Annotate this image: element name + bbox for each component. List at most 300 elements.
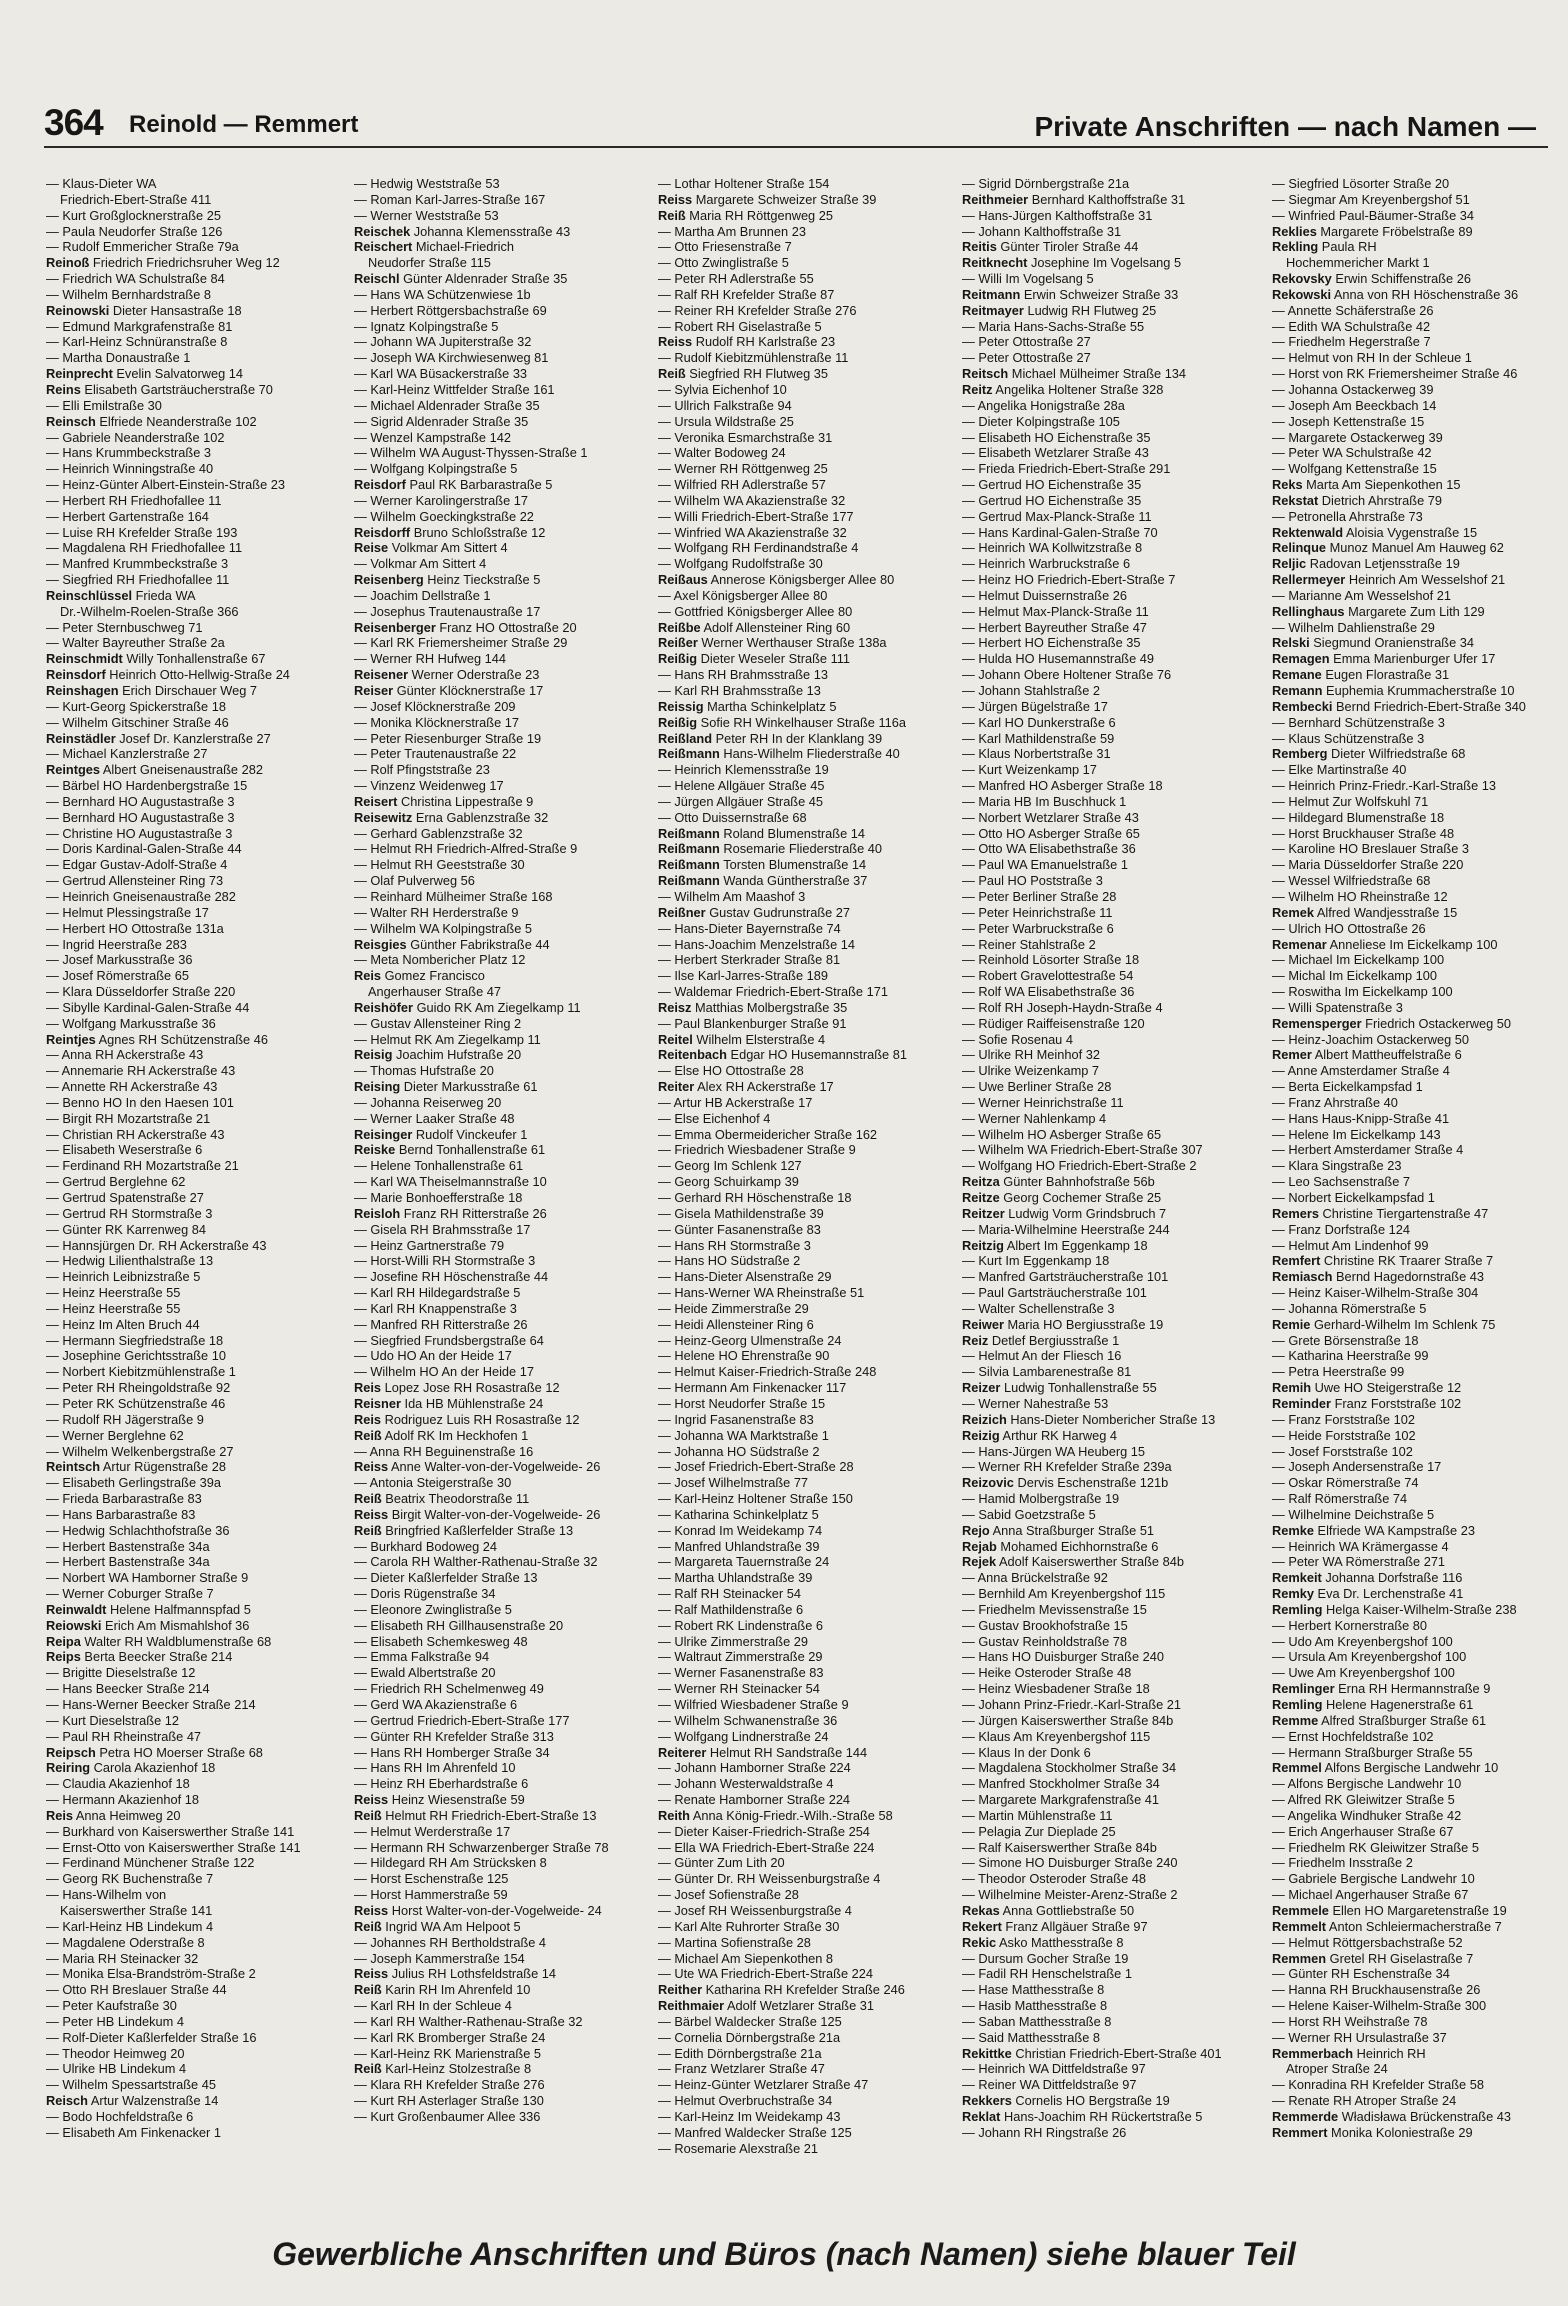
- directory-entry: — Anna RH Ackerstraße 43: [46, 1047, 204, 1063]
- directory-entry: — Roswitha Im Eickelkamp 100: [1272, 984, 1453, 1000]
- directory-entry: — Alfred RK Gleiwitzer Straße 5: [1272, 1792, 1455, 1808]
- directory-entry: — Ella WA Friedrich-Ebert-Straße 224: [658, 1839, 875, 1855]
- directory-entry: — Hans-Werner WA Rheinstraße 51: [658, 1285, 865, 1301]
- directory-entry: Remky Eva Dr. Lerchenstraße 41: [1272, 1586, 1464, 1602]
- directory-entry: — Hildegard Blumenstraße 18: [1272, 809, 1445, 825]
- directory-entry: — Josef Sofienstraße 28: [658, 1887, 799, 1903]
- directory-entry: — Gabriele Bergische Landwehr 10: [1272, 1871, 1475, 1887]
- directory-entry: — Peter RH Adlerstraße 55: [658, 271, 814, 287]
- directory-entry: — Michael Aldenrader Straße 35: [354, 397, 540, 413]
- directory-entry: — Paula Neudorfer Straße 126: [46, 223, 223, 239]
- directory-entry: Reiß Karin RH Im Ahrenfeld 10: [354, 1982, 531, 1998]
- directory-entry: — Hans Kardinal-Galen-Straße 70: [962, 524, 1158, 540]
- directory-entry: — Horst-Willi RH Stormstraße 3: [354, 1253, 536, 1269]
- directory-entry: — Ralf Kaiserswerther Straße 84b: [962, 1839, 1157, 1855]
- directory-entry: Reiss Margarete Schweizer Straße 39: [658, 191, 877, 207]
- directory-entry: — Wilfried Wiesbadener Straße 9: [658, 1697, 849, 1712]
- directory-entry: — Eleonore Zwinglistraße 5: [354, 1601, 512, 1617]
- directory-entry: — Klaus Am Kreyenbergshof 115: [962, 1728, 1151, 1744]
- directory-entry: — Hans-Jürgen WA Heuberg 15: [962, 1443, 1146, 1459]
- directory-entry: — Marianne Am Wesselshof 21: [1272, 587, 1451, 603]
- directory-entry: — Josef Forststraße 102: [1272, 1443, 1413, 1459]
- directory-entry: — Ilse Karl-Jarres-Straße 189: [658, 968, 828, 984]
- directory-entry: — Günter Fasanenstraße 83: [658, 1221, 821, 1237]
- directory-entry: — Volkmar Am Sittert 4: [354, 556, 487, 572]
- directory-entry: — Hans RH Homberger Straße 34: [354, 1744, 550, 1760]
- directory-entry: — Kurt Dieselstraße 12: [46, 1712, 179, 1728]
- directory-entry: — Maria RH Steinacker 32: [46, 1950, 199, 1966]
- directory-entry: — Renate Hamborner Straße 224: [658, 1792, 851, 1808]
- directory-entry: — Wessel Wilfriedstraße 68: [1272, 873, 1431, 889]
- directory-entry: — Otto Friesenstraße 7: [658, 239, 792, 255]
- directory-entry: — Robert RK Lindenstraße 6: [658, 1617, 824, 1633]
- directory-entry: — Heike Osteroder Straße 48: [962, 1665, 1132, 1681]
- directory-entry: — Heidi Allensteiner Ring 6: [658, 1316, 814, 1332]
- directory-entry: Remfert Christine RK Traarer Straße 7: [1272, 1253, 1494, 1269]
- directory-entry: — Helene Tonhallenstraße 61: [354, 1158, 524, 1174]
- directory-entry: — Klaus In der Donk 6: [962, 1744, 1091, 1760]
- directory-entry: Reißmann Rosemarie Fliederstraße 40: [658, 841, 883, 857]
- directory-entry: — Edith WA Schulstraße 42: [1272, 318, 1431, 334]
- directory-entry: — Werner Nahestraße 53: [962, 1395, 1109, 1411]
- directory-entry: — Luise RH Krefelder Straße 193: [46, 524, 238, 540]
- directory-entry: Reiske Bernd Tonhallenstraße 61: [354, 1142, 546, 1158]
- directory-entry: Reinschmidt Willy Tonhallenstraße 67: [46, 651, 266, 667]
- directory-entry: Reishöfer Guido RK Am Ziegelkamp 11: [354, 999, 581, 1015]
- directory-entry: — Herbert Gartenstraße 164: [46, 508, 209, 524]
- directory-entry: — Maria-Wilhelmine Heerstraße 244: [962, 1221, 1170, 1237]
- directory-entry: Reizer Ludwig Tonhallenstraße 55: [962, 1380, 1157, 1396]
- directory-entry: — Karl Mathildenstraße 59: [962, 730, 1115, 746]
- directory-entry: — Heinrich Leibnizstraße 5: [46, 1269, 201, 1285]
- directory-entry: Reitze Georg Cochemer Straße 25: [962, 1190, 1162, 1205]
- directory-entry: — Horst Neudorfer Straße 15: [658, 1395, 826, 1411]
- directory-entry: — Heinz-Günter Wetzlarer Straße 47: [658, 2077, 869, 2093]
- directory-entry: — Rüdiger Raiffeisenstraße 120: [962, 1015, 1145, 1031]
- directory-entry: — Rolf-Dieter Kaßlerfelder Straße 16: [46, 2029, 257, 2045]
- directory-entry: — Franz Dorfstraße 124: [1272, 1221, 1410, 1237]
- directory-entry: — Martha Am Brunnen 23: [658, 223, 806, 239]
- directory-entry: — Hans-Dieter Bayernstraße 74: [658, 920, 841, 936]
- directory-entry: — Simone HO Duisburger Straße 240: [962, 1855, 1178, 1871]
- directory-entry: — Helmut Röttgersbachstraße 52: [1272, 1934, 1463, 1950]
- directory-entry: — Friedhelm RK Gleiwitzer Straße 5: [1272, 1839, 1479, 1855]
- directory-entry: Reiß Maria RH Röttgenweg 25: [658, 207, 833, 223]
- directory-entry: — Horst RH Weihstraße 78: [1272, 2013, 1428, 2029]
- directory-entry: — Martha Uhlandstraße 39: [658, 1570, 813, 1586]
- directory-entry: — Wilhelm Am Maashof 3: [658, 888, 806, 904]
- directory-entry: Remiasch Bernd Hagedornstraße 43: [1272, 1269, 1484, 1285]
- directory-entry: — Sigrid Aldenrader Straße 35: [354, 413, 529, 429]
- directory-entry: Remensperger Friedrich Ostackerweg 50: [1272, 1015, 1511, 1031]
- directory-entry: — Joseph Kettenstraße 15: [1272, 413, 1425, 429]
- directory-entry: — Otto HO Asberger Straße 65: [962, 825, 1140, 841]
- directory-entry: — Johann RH Ringstraße 26: [962, 2124, 1127, 2140]
- directory-entry: — Helmut Plessingstraße 17: [46, 904, 209, 920]
- directory-entry: — Ralf RH Krefelder Straße 87: [658, 286, 835, 302]
- directory-entry: — Norbert Eickelkampsfad 1: [1272, 1190, 1435, 1205]
- directory-entry: — Margareta Tauernstraße 24: [658, 1554, 830, 1570]
- directory-entry: Reisert Christina Lippestraße 9: [354, 793, 534, 809]
- directory-entry: — Wilfried RH Adlerstraße 57: [658, 477, 826, 493]
- directory-entry: Reipa Walter RH Waldblumenstraße 68: [46, 1633, 272, 1649]
- directory-entry: Remke Elfriede WA Kampstraße 23: [1272, 1522, 1475, 1538]
- directory-entry: — Hans Barbarastraße 83: [46, 1506, 196, 1522]
- directory-entry: Reins Elisabeth Gartsträucherstraße 70: [46, 381, 273, 397]
- directory-entry: — Heinz Wiesbadener Straße 18: [962, 1681, 1150, 1697]
- directory-entry: Reisz Matthias Molbergstraße 35: [658, 999, 848, 1015]
- directory-entry: — Manfred Stockholmer Straße 34: [962, 1776, 1160, 1792]
- directory-entry: Remmert Monika Koloniestraße 29: [1272, 2124, 1473, 2140]
- directory-entry: — Edmund Markgrafenstraße 81: [46, 318, 233, 334]
- directory-entry: — Else HO Ottostraße 28: [658, 1063, 804, 1079]
- directory-entry: Reither Katharina RH Krefelder Straße 246: [658, 1982, 905, 1998]
- directory-entry: — Doris Rügenstraße 34: [354, 1586, 496, 1602]
- directory-entry: — Wilhelm Welkenbergstraße 27: [46, 1443, 234, 1459]
- directory-entry: — Hamid Molbergstraße 19: [962, 1491, 1120, 1507]
- directory-entry: — Jürgen Allgäuer Straße 45: [658, 793, 824, 809]
- directory-entry: Reise Volkmar Am Sittert 4: [354, 540, 508, 556]
- directory-entry: — Klaus Norbertstraße 31: [962, 746, 1111, 762]
- directory-entry: — Karoline HO Breslauer Straße 3: [1272, 841, 1470, 857]
- directory-entry: Reitsch Michael Mülheimer Straße 134: [962, 366, 1187, 382]
- directory-entry: — Heinrich Prinz-Friedr.-Karl-Straße 13: [1272, 778, 1497, 794]
- directory-entry: — Josef Römerstraße 65: [46, 968, 189, 984]
- directory-entry: — Siegfried Lösorter Straße 20: [1272, 176, 1450, 191]
- directory-column-1: [46, 176, 346, 2141]
- directory-entry: — Friedrich RH Schelmenweg 49: [354, 1681, 544, 1697]
- directory-entry: — Herbert Amsterdamer Straße 4: [1272, 1142, 1464, 1158]
- directory-entry: Reminder Franz Forststraße 102: [1272, 1395, 1462, 1411]
- directory-entry: Reitzer Ludwig Vorm Grindsbruch 7: [962, 1205, 1167, 1221]
- directory-entry: Rellinghaus Margarete Zum Lith 129: [1272, 603, 1485, 619]
- directory-entry: Reißland Peter RH In der Klanklang 39: [658, 730, 883, 746]
- directory-entry: Remberg Dieter Wilfriedstraße 68: [1272, 746, 1466, 762]
- directory-entry: Friedrich-Ebert-Straße 411: [60, 191, 212, 207]
- directory-entry: — Reiner RH Krefelder Straße 276: [658, 302, 857, 318]
- directory-entry: — Hans-Werner Beecker Straße 214: [46, 1697, 256, 1712]
- directory-entry: — Peter Ottostraße 27: [962, 350, 1091, 366]
- directory-entry: — Gertrud HO Eichenstraße 35: [962, 477, 1142, 493]
- directory-entry: — Gertrud Spatenstraße 27: [46, 1190, 204, 1205]
- directory-entry: Reißmann Torsten Blumenstraße 14: [658, 857, 867, 873]
- directory-entry: Reitmayer Ludwig RH Flutweg 25: [962, 302, 1157, 318]
- directory-entry: Reiterer Helmut RH Sandstraße 144: [658, 1744, 868, 1760]
- directory-entry: — Dieter Kaßlerfelder Straße 13: [354, 1570, 538, 1586]
- directory-entry: — Waltraut Zimmerstraße 29: [658, 1649, 823, 1665]
- directory-entry: — Konrad Im Weidekamp 74: [658, 1522, 823, 1538]
- directory-entry: — Antonia Steigerstraße 30: [354, 1475, 512, 1491]
- directory-entry: Reinprecht Evelin Salvatorweg 14: [46, 366, 244, 382]
- directory-entry: — Werner RH Röttgenweg 25: [658, 461, 828, 477]
- directory-entry: — Reinhold Lösorter Straße 18: [962, 952, 1140, 968]
- directory-entry: Reis Rodriguez Luis RH Rosastraße 12: [354, 1411, 580, 1427]
- directory-entry: — Hannsjürgen Dr. RH Ackerstraße 43: [46, 1237, 267, 1253]
- directory-entry: — Renate RH Atroper Straße 24: [1272, 2093, 1457, 2109]
- directory-entry: — Uwe Am Kreyenbergshof 100: [1272, 1665, 1455, 1681]
- directory-entry: — Kurt RH Asterlager Straße 130: [354, 2093, 544, 2109]
- directory-entry: Reiss Rudolf RH Karlstraße 23: [658, 334, 836, 350]
- directory-entry: — Thomas Hufstraße 20: [354, 1063, 494, 1079]
- directory-entry: — Horst von RK Friemersheimer Straße 46: [1272, 366, 1518, 382]
- directory-entry: — Friedhelm Insstraße 2: [1272, 1855, 1413, 1871]
- directory-entry: — Josephine Gerichtsstraße 10: [46, 1348, 226, 1364]
- directory-entry: — Heinz Heerstraße 55: [46, 1300, 181, 1316]
- directory-entry: Reißig Dieter Weseler Straße 111: [658, 651, 851, 667]
- directory-entry: Reintjes Agnes RH Schützenstraße 46: [46, 1031, 268, 1047]
- directory-entry: Reißner Gustav Gudrunstraße 27: [658, 904, 851, 920]
- directory-entry: — Margarete Ostackerweg 39: [1272, 429, 1443, 445]
- directory-entry: — Wilhelm Gitschiner Straße 46: [46, 714, 229, 730]
- directory-entry: — Christian RH Ackerstraße 43: [46, 1126, 225, 1142]
- directory-entry: — Joseph Kammerstraße 154: [354, 1950, 525, 1966]
- directory-entry: Remkeit Johanna Dorfstraße 116: [1272, 1570, 1463, 1586]
- directory-entry: — Norbert WA Hamborner Straße 9: [46, 1570, 249, 1586]
- directory-entry: — Hermann Siegfriedstraße 18: [46, 1332, 224, 1348]
- directory-entry: Reitel Wilhelm Elsterstraße 4: [658, 1031, 826, 1047]
- directory-entry: Reitzig Albert Im Eggenkamp 18: [962, 1237, 1148, 1253]
- directory-entry: Remmerde Władisława Brückenstraße 43: [1272, 2108, 1511, 2124]
- directory-entry: — Brigitte Dieselstraße 12: [46, 1665, 196, 1681]
- page-header: [44, 98, 1548, 148]
- directory-entry: Remann Euphemia Krummacherstraße 10: [1272, 683, 1515, 698]
- directory-entry: — Birgit RH Mozartstraße 21: [46, 1110, 211, 1126]
- directory-entry: Reißmann Hans-Wilhelm Fliederstraße 40: [658, 746, 900, 762]
- directory-entry: — Meta Nombericher Platz 12: [354, 952, 526, 968]
- directory-entry: Hochemmericher Markt 1: [1286, 255, 1430, 271]
- directory-entry: Reintsch Artur Rügenstraße 28: [46, 1459, 226, 1475]
- directory-entry: — Manfred Krummbeckstraße 3: [46, 556, 229, 572]
- directory-entry: — Burkhard von Kaiserswerther Straße 141: [46, 1823, 295, 1839]
- directory-entry: Reisdorff Bruno Schloßstraße 12: [354, 524, 546, 540]
- directory-entry: — Kurt Weizenkamp 17: [962, 762, 1097, 778]
- directory-entry: — Heinrich WA Dittfeldstraße 97: [962, 2061, 1146, 2077]
- directory-entry: — Ralf RH Steinacker 54: [658, 1586, 801, 1602]
- directory-entry: — Burkhard Bodoweg 24: [354, 1538, 497, 1554]
- directory-entry: — Hase Matthesstraße 8: [962, 1982, 1105, 1998]
- directory-entry: — Doris Kardinal-Galen-Straße 44: [46, 841, 242, 857]
- directory-entry: — Karl WA Büsackerstraße 33: [354, 366, 528, 382]
- directory-entry: Reiß Beatrix Theodorstraße 11: [354, 1491, 530, 1507]
- directory-entry: Reklies Margarete Fröbelstraße 89: [1272, 223, 1473, 239]
- directory-entry: — Heide Forststraße 102: [1272, 1427, 1416, 1443]
- directory-entry: — Karl-Heinz Holtener Straße 150: [658, 1491, 853, 1507]
- directory-entry: — Reiner Stahlstraße 2: [962, 936, 1096, 952]
- directory-entry: — Helene Kaiser-Wilhelm-Straße 300: [1272, 1998, 1487, 2014]
- directory-entry: — Ingrid Fasanenstraße 83: [658, 1411, 814, 1427]
- directory-entry: — Wolfgang Markusstraße 36: [46, 1015, 216, 1031]
- directory-entry: — Peter Kaufstraße 30: [46, 1998, 177, 2014]
- directory-entry: — Katharina Heerstraße 99: [1272, 1348, 1429, 1364]
- directory-entry: — Carola RH Walther-Rathenau-Straße 32: [354, 1554, 598, 1570]
- directory-entry: — Herbert Sterkrader Straße 81: [658, 952, 841, 968]
- directory-entry: — Hans HO Südstraße 2: [658, 1253, 801, 1269]
- directory-entry: — Hermann RH Schwarzenberger Straße 78: [354, 1839, 609, 1855]
- directory-entry: — Johann Westerwaldstraße 4: [658, 1776, 834, 1792]
- directory-entry: Remih Uwe HO Steigerstraße 12: [1272, 1380, 1462, 1396]
- directory-entry: — Elke Martinstraße 40: [1272, 762, 1407, 778]
- directory-entry: — Karl RK Friemersheimer Straße 29: [354, 635, 568, 651]
- directory-entry: — Gertrud Friedrich-Ebert-Straße 177: [354, 1712, 570, 1728]
- directory-entry: — Joachim Dellstraße 1: [354, 587, 491, 603]
- directory-entry: — Theodor Osteroder Straße 48: [962, 1871, 1146, 1887]
- directory-entry: — Leo Sachsenstraße 7: [1272, 1174, 1410, 1190]
- directory-entry: — Wilhelm HO Asberger Straße 65: [962, 1126, 1162, 1142]
- directory-entry: Reiß Ingrid WA Am Helpoot 5: [354, 1918, 521, 1934]
- directory-entry: — Bernhard HO Augustastraße 3: [46, 793, 235, 809]
- directory-entry: Reisner Ida HB Mühlenstraße 24: [354, 1395, 544, 1411]
- directory-entry: — Josef Markusstraße 36: [46, 952, 193, 968]
- directory-entry: — Edgar Gustav-Adolf-Straße 4: [46, 857, 228, 873]
- directory-entry: Reizovic Dervis Eschenstraße 121b: [962, 1475, 1169, 1491]
- directory-entry: — Werner Coburger Straße 7: [46, 1586, 214, 1602]
- directory-entry: Reiser Günter Klöcknerstraße 17: [354, 683, 544, 698]
- directory-entry: — Paul Gartsträucherstraße 101: [962, 1285, 1147, 1301]
- directory-entry: — Horst Eschenstraße 125: [354, 1871, 509, 1887]
- directory-entry: — Wilhelm Spessartstraße 45: [46, 2077, 216, 2093]
- directory-entry: — Winfried Paul-Bäumer-Straße 34: [1272, 207, 1474, 223]
- directory-entry: Reisenberg Heinz Tieckstraße 5: [354, 572, 541, 588]
- directory-entry: — Werner Laaker Straße 48: [354, 1110, 515, 1126]
- directory-entry: — Michal Im Eickelkamp 100: [1272, 968, 1437, 984]
- directory-entry: Reiß Adolf RK Im Heckhofen 1: [354, 1427, 529, 1443]
- directory-entry: — Johanna Reiserweg 20: [354, 1094, 502, 1110]
- directory-entry: — Heinrich Winningstraße 40: [46, 461, 214, 477]
- directory-entry: — Rolf RH Joseph-Haydn-Straße 4: [962, 999, 1163, 1015]
- directory-entry: — Josef Wilhelmstraße 77: [658, 1475, 809, 1491]
- directory-entry: — Hulda HO Husemannstraße 49: [962, 651, 1155, 667]
- directory-entry: — Gisela Mathildenstraße 39: [658, 1205, 824, 1221]
- directory-entry: — Werner Berglehne 62: [46, 1427, 184, 1443]
- directory-entry: — Ullrich Falkstraße 94: [658, 397, 792, 413]
- directory-entry: — Elisabeth Wetzlarer Straße 43: [962, 445, 1149, 461]
- directory-entry: — Joseph Andersenstraße 17: [1272, 1459, 1442, 1475]
- directory-entry: — Edith Dörnbergstraße 21a: [658, 2045, 822, 2061]
- directory-entry: — Otto Zwinglistraße 5: [658, 255, 789, 271]
- directory-entry: — Karl-Heinz Wittfelder Straße 161: [354, 381, 555, 397]
- directory-entry: — Helmut Am Lindenhof 99: [1272, 1237, 1429, 1253]
- directory-entry: — Manfred Gartsträucherstraße 101: [962, 1269, 1169, 1285]
- directory-entry: — Karl Alte Ruhrorter Straße 30: [658, 1918, 840, 1934]
- directory-entry: — Uwe Berliner Straße 28: [962, 1079, 1112, 1095]
- directory-entry: — Maria HB Im Buschhuck 1: [962, 793, 1127, 809]
- directory-entry: — Helmut Kaiser-Friedrich-Straße 248: [658, 1364, 877, 1380]
- directory-entry: — Dieter Kolpingstraße 105: [962, 413, 1120, 429]
- directory-entry: — Rolf Pfingststraße 23: [354, 762, 490, 778]
- directory-entry: — Hedwig Weststraße 53: [354, 176, 500, 191]
- directory-entry: — Horst Bruckhauser Straße 48: [1272, 825, 1455, 841]
- directory-entry: — Magdalena RH Friedhofallee 11: [46, 540, 243, 556]
- directory-entry: — Annette RH Ackerstraße 43: [46, 1079, 218, 1095]
- directory-entry: — Wilhelm Goeckingkstraße 22: [354, 508, 534, 524]
- directory-entry: Remagen Emma Marienburger Ufer 17: [1272, 651, 1496, 667]
- directory-entry: — Hans-Wilhelm von: [46, 1887, 167, 1903]
- directory-entry: Remane Eugen Florastraße 31: [1272, 667, 1450, 683]
- directory-entry: — Peter Sternbuschweg 71: [46, 619, 203, 635]
- directory-entry: Reiter Alex RH Ackerstraße 17: [658, 1079, 834, 1095]
- directory-entry: — Karl RH Brahmsstraße 13: [658, 683, 821, 698]
- directory-entry: Reiss Heinz Wiesenstraße 59: [354, 1792, 525, 1808]
- directory-entry: — Elisabeth RH Gillhausenstraße 20: [354, 1617, 564, 1633]
- directory-column-2: [354, 176, 654, 2125]
- directory-entry: Remmele Ellen HO Margaretenstraße 19: [1272, 1902, 1507, 1918]
- directory-column-4: [962, 176, 1262, 2141]
- directory-entry: — Heide Zimmerstraße 29: [658, 1300, 809, 1316]
- directory-entry: Reintges Albert Gneisenaustraße 282: [46, 762, 263, 778]
- directory-entry: — Gerd WA Akazienstraße 6: [354, 1697, 518, 1712]
- directory-entry: — Hermann Am Finkenacker 117: [658, 1380, 847, 1396]
- directory-entry: Remlinger Erna RH Hermannstraße 9: [1272, 1681, 1491, 1697]
- directory-entry: Remmelt Anton Schleiermacherstraße 7: [1272, 1918, 1502, 1934]
- directory-entry: Reips Berta Beecker Straße 214: [46, 1649, 233, 1665]
- directory-entry: — Wilhelm Dahlienstraße 29: [1272, 619, 1435, 635]
- directory-entry: — Angelika Honigstraße 28a: [962, 397, 1125, 413]
- directory-entry: — Hans Beecker Straße 214: [46, 1681, 210, 1697]
- directory-entry: Reinsdorf Heinrich Otto-Hellwig-Straße 24: [46, 667, 290, 683]
- directory-entry: — Gottfried Königsberger Allee 80: [658, 603, 853, 619]
- directory-entry: — Gertrud Allensteiner Ring 73: [46, 873, 224, 889]
- directory-entry: — Werner Weststraße 53: [354, 207, 499, 223]
- directory-entry: Reitis Günter Tiroler Straße 44: [962, 239, 1139, 255]
- directory-entry: — Wilhelm WA Kolpingstraße 5: [354, 920, 533, 936]
- directory-entry: Reithmeier Bernhard Kalthoffstraße 31: [962, 191, 1186, 207]
- directory-entry: — Herbert Bayreuther Straße 47: [962, 619, 1147, 635]
- directory-entry: — Walter Bodoweg 24: [658, 445, 786, 461]
- directory-entry: Reißmann Roland Blumenstraße 14: [658, 825, 865, 841]
- directory-entry: Reißbe Adolf Allensteiner Ring 60: [658, 619, 851, 635]
- directory-entry: — Dieter Kaiser-Friedrich-Straße 254: [658, 1823, 870, 1839]
- directory-entry: — Willi Friedrich-Ebert-Straße 177: [658, 508, 854, 524]
- name-range: Reinold — Remmert: [129, 111, 359, 138]
- directory-entry: Reiß Karl-Heinz Stolzestraße 8: [354, 2061, 532, 2077]
- directory-entry: — Hans RH Im Ahrenfeld 10: [354, 1760, 516, 1776]
- directory-entry: — Wilhelm WA Akazienstraße 32: [658, 492, 846, 508]
- directory-entry: — Bärbel Waldecker Straße 125: [658, 2013, 842, 2029]
- directory-entry: — Karl RH In der Schleue 4: [354, 1998, 512, 2014]
- directory-entry: — Ferdinand Münchener Straße 122: [46, 1855, 255, 1871]
- directory-entry: — Manfred HO Asberger Straße 18: [962, 778, 1163, 794]
- directory-entry: — Peter HB Lindekum 4: [46, 2013, 184, 2029]
- directory-entry: — Willi Im Vogelsang 5: [962, 271, 1094, 287]
- directory-entry: — Frieda Friedrich-Ebert-Straße 291: [962, 461, 1171, 477]
- directory-entry: — Anna RH Beguinenstraße 16: [354, 1443, 534, 1459]
- directory-entry: — Norbert Kiebitzmühlenstraße 1: [46, 1364, 236, 1380]
- directory-entry: — Said Matthesstraße 8: [962, 2029, 1100, 2045]
- directory-entry: — Silvia Lambarenestraße 81: [962, 1364, 1132, 1380]
- directory-entry: — Helmut RK Am Ziegelkamp 11: [354, 1031, 541, 1047]
- directory-entry: — Johanna Römerstraße 5: [1272, 1300, 1427, 1316]
- directory-entry: — Paul WA Emanuelstraße 1: [962, 857, 1128, 873]
- directory-entry: — Gustav Brookhofstraße 15: [962, 1617, 1128, 1633]
- directory-entry: — Michael Angerhauser Straße 67: [1272, 1887, 1469, 1903]
- directory-entry: — Kurt Im Eggenkamp 18: [962, 1253, 1110, 1269]
- directory-entry: — Ursula Am Kreyenbergshof 100: [1272, 1649, 1467, 1665]
- directory-entry: — Heinz-Günter Albert-Einstein-Straße 23: [46, 477, 285, 493]
- directory-entry: — Cornelia Dörnbergstraße 21a: [658, 2029, 841, 2045]
- directory-entry: — Werner RH Ursulastraße 37: [1272, 2029, 1447, 2045]
- directory-entry: — Frieda Barbarastraße 83: [46, 1491, 202, 1507]
- directory-entry: — Karl HO Dunkerstraße 6: [962, 714, 1116, 730]
- directory-entry: — Elisabeth Weserstraße 6: [46, 1142, 203, 1158]
- directory-entry: — Helene Im Eickelkamp 143: [1272, 1126, 1441, 1142]
- directory-entry: — Bodo Hochfeldstraße 6: [46, 2108, 194, 2124]
- directory-entry: — Elli Emilstraße 30: [46, 397, 162, 413]
- directory-entry: — Herbert Bastenstraße 34a: [46, 1538, 210, 1554]
- directory-entry: — Gertrud HO Eichenstraße 35: [962, 492, 1142, 508]
- directory-entry: — Hedwig Schlachthofstraße 36: [46, 1522, 230, 1538]
- directory-entry: Rejek Adolf Kaiserswerther Straße 84b: [962, 1554, 1184, 1570]
- directory-entry: — Hasib Matthesstraße 8: [962, 1998, 1108, 2014]
